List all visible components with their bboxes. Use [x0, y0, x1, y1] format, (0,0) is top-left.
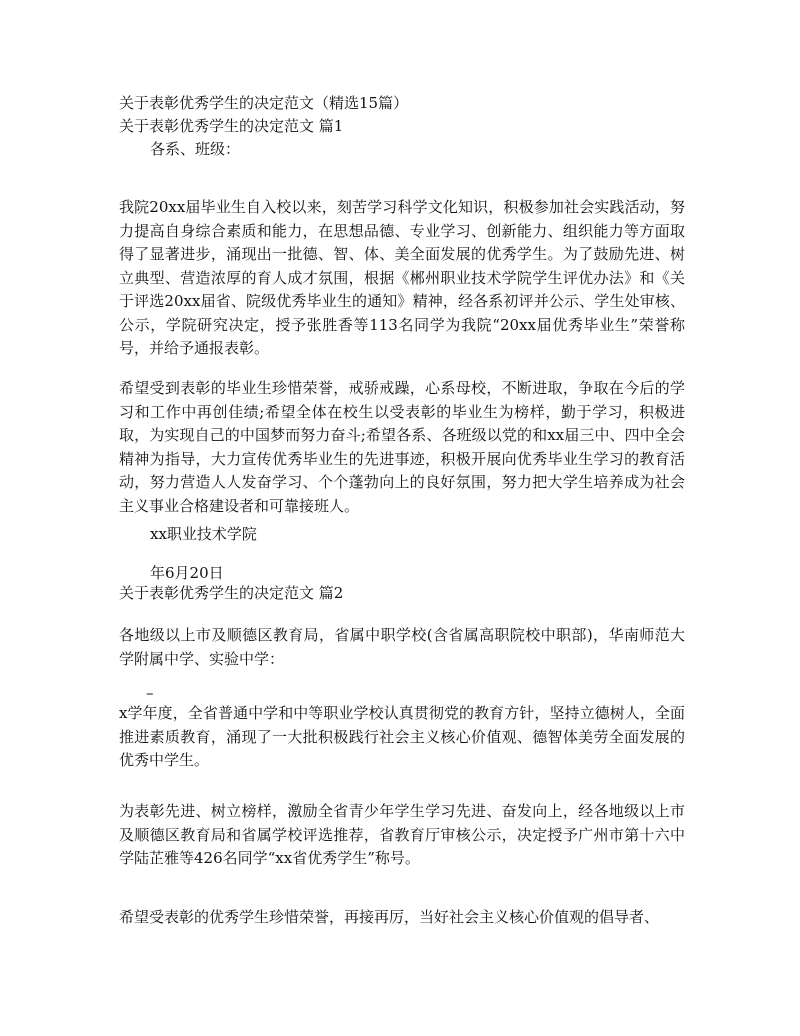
section-2-paragraph-2: 为表彰先进、树立榜样，激励全省青少年学生学习先进、奋发向上，经各地级以上市及顺德区教育局和省属学校评选推荐，省教育厅审核公示，决定授予广州市第十六中学陆芷雅等426名同学“xx省优秀学生”称号。: [119, 802, 685, 867]
section-2-paragraph-3: 希望受表彰的优秀学生珍惜荣誉，再接再厉，当好社会主义核心价值观的倡导者、: [119, 908, 660, 926]
date: 年6月20日: [150, 564, 224, 582]
dash-mark: –: [146, 684, 154, 702]
section-1-heading: 关于表彰优秀学生的决定范文 篇1: [119, 117, 344, 135]
section-1-paragraph-1: 我院20xx届毕业生自入校以来，刻苦学习科学文化知识，积极参加社会实践活动，努力提高自身综合素质和能力，在思想品德、专业学习、创新能力、组织能力等方面取得了显著进步，涌现出一批德、智、体、美全面发展的优秀学生。为了鼓励先进、树立典型、营造浓厚的育人成才氛围，根据《郴州职业技术学院学生评优办法》和《关于评选20xx届省、院级优秀毕业生的通知》精神，经各系初评并公示、学生处审核、公示，学院研究决定，授予张胜香等113名同学为我院“20xx届优秀毕业生”荣誉称号，并给予通报表彰。: [119, 198, 685, 357]
document-title: 关于表彰优秀学生的决定范文（精选15篇）: [119, 94, 409, 112]
section-2-heading: 关于表彰优秀学生的决定范文 篇2: [119, 584, 344, 602]
section-1-paragraph-2: 希望受到表彰的毕业生珍惜荣誉，戒骄戒躁，心系母校，不断进取，争取在今后的学习和工作中再创佳绩;希望全体在校生以受表彰的毕业生为榜样，勤于学习，积极进取，为实现自己的中国梦而努力奋斗;希望各系、各班级以党的和xx届三中、四中全会精神为指导，大力宣传优秀毕业生的先进事迹，积极开展向优秀毕业生学习的教育活动，努力营造人人发奋学习、个个蓬勃向上的良好氛围，努力把大学生培养成为社会主义事业合格建设者和可靠接班人。: [119, 379, 685, 515]
section-2-salutation: 各地级以上市及顺德区教育局，省属中职学校(含省属高职院校中职部)，华南师范大学附属中学、实验中学：: [119, 626, 685, 668]
section-2-paragraph-1: x学年度，全省普通中学和中等职业学校认真贯彻党的教育方针，坚持立德树人，全面推进素质教育，涌现了一大批积极践行社会主义核心价值观、德智体美劳全面发展的优秀中学生。: [119, 704, 685, 769]
section-1-salutation: 各系、班级：: [150, 140, 241, 158]
signature: xx职业技术学院: [150, 525, 257, 543]
